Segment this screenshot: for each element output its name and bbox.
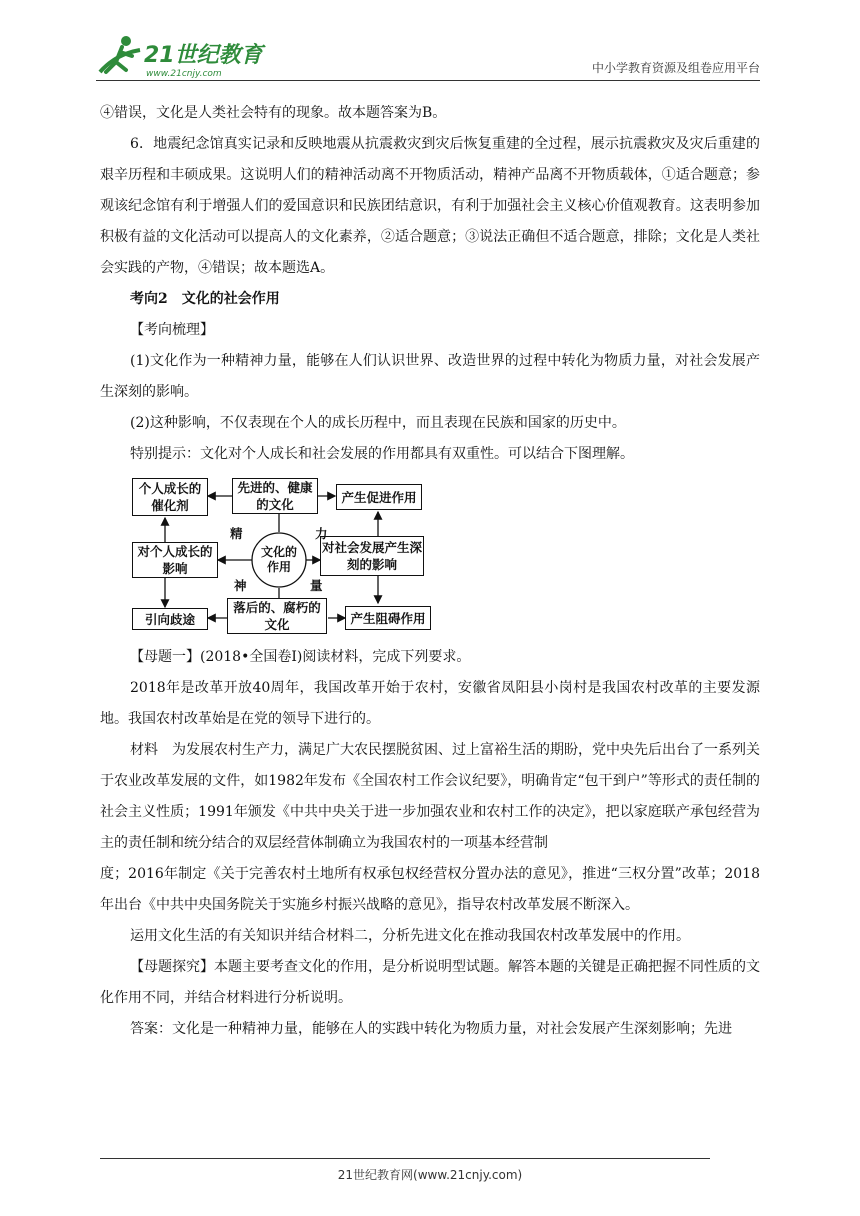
platform-title: 中小学教育资源及组卷应用平台 — [591, 61, 760, 75]
center-culture-function: 文化的作用 — [260, 545, 297, 574]
document-body — [100, 98, 760, 1045]
logo-url: www.21cnjy.com — [146, 69, 222, 79]
culture-function-diagram — [130, 476, 440, 636]
astray-box: 引向歧途 — [132, 608, 208, 630]
section-heading: 考向2 文化的社会作用 — [130, 291, 280, 307]
paragraph: (2)这种影响，不仅表现在个人的成长历程中，而且表现在民族和国家的历史中。 — [130, 415, 626, 431]
site-logo — [96, 32, 266, 82]
question-analysis: 【母题探究】本题主要考查文化的作用，是分析说明型试题。解答本题的关键是正确把握不同性质的文化作用不同，并结合材料进行分析说明。 — [100, 959, 760, 1006]
advanced-culture-box: 先进的、健康的文化 — [232, 478, 318, 514]
subheading: 【考向梳理】 — [130, 322, 214, 338]
label-li: 力 — [315, 526, 328, 541]
material-paragraph-continued: 度；2016年制定《关于完善农村土地所有权承包权经营权分置办法的意见》，推进“三权分置”改革；2018年出台《中共中央国务院关于实施乡村振兴战略的意见》，指导农村改革发展不断深入。 — [100, 866, 760, 913]
question-prompt: 运用文化生活的有关知识并结合材料二，分析先进文化在推动我国农村改革发展中的作用。 — [130, 928, 690, 944]
mother-question-1: 【母题一】(2018•全国卷Ⅰ)阅读材料，完成下列要求。 — [130, 649, 471, 665]
label-liang: 量 — [310, 578, 323, 593]
hinder-effect-box: 产生阻碍作用 — [345, 606, 431, 630]
label-jing: 精 — [230, 526, 243, 541]
question-6-explanation: 6．地震纪念馆真实记录和反映地震从抗震救灾到灾后恢复重建的全过程，展示抗震救灾及灾后重建的艰辛历程和丰硕成果。这说明人们的精神活动离不开物质活动，精神产品离不开物质载体，①适合题意；参观该纪念馆有利于增强人们的爱国意识和民族团结意识，有利于加强社会主义核心价值观教育。这表明参加积极有益的文化活动可以提高人的文化素养，②适合题意；③说法正确但不适合题意，排除；文化是人类社会实践的产物，④错误；故本题选A。 — [100, 136, 760, 276]
material-paragraph: 材料 为发展农村生产力，满足广大农民摆脱贫困、过上富裕生活的期盼，党中央先后出台了一系列关于农业改革发展的文件，如1982年发布《全国农村工作会议纪要》，明确肯定“包干到户”等形式的责任制的社会主义性质；1991年颁发《中共中央关于进一步加强农业和农村工作的决定》，把以家庭联产承包经营为主的责任制和统分结合的双层经营体制确立为我国农村的一项基本经营制 — [100, 742, 760, 851]
individual-growth-box: 对个人成长的影响 — [132, 542, 218, 578]
catalyst-box: 个人成长的催化剂 — [132, 478, 208, 516]
paragraph: ④错误，文化是人类社会特有的现象。故本题答案为B。 — [100, 105, 447, 121]
paragraph: (1)文化作为一种精神力量，能够在人们认识世界、改造世界的过程中转化为物质力量，对社会发展产生深刻的影响。 — [100, 353, 760, 400]
special-note: 特别提示：文化对个人成长和社会发展的作用都具有双重性。可以结合下图理解。 — [130, 446, 634, 462]
answer-paragraph: 答案：文化是一种精神力量，能够在人的实践中转化为物质力量，对社会发展产生深刻影响；先进 — [130, 1021, 732, 1037]
footer-text: 21世纪教育网(www.21cnjy.com) — [337, 1168, 523, 1182]
society-development-box: 对社会发展产生深刻的影响 — [320, 536, 424, 576]
label-shen: 神 — [234, 578, 247, 593]
footer-divider — [100, 1158, 710, 1159]
promote-effect-box: 产生促进作用 — [336, 484, 422, 510]
backward-culture-box: 落后的、腐朽的文化 — [227, 598, 327, 634]
logo-text: 21世纪教育 — [144, 43, 263, 68]
header-divider — [96, 80, 760, 81]
paragraph: 2018年是改革开放40周年，我国改革开始于农村，安徽省凤阳县小岗村是我国农村改革的主要发源地。我国农村改革始是在党的领导下进行的。 — [100, 680, 760, 727]
